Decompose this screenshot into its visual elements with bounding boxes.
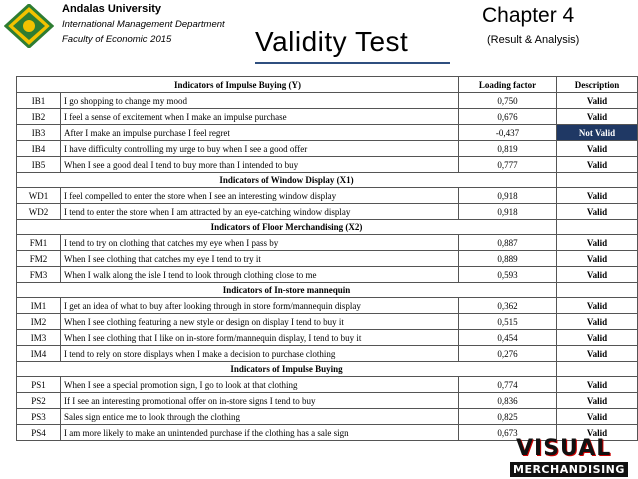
description-header: Description — [557, 77, 638, 93]
item-text: When I walk along the isle I tend to look through clothing close to me — [61, 267, 459, 283]
table-row — [17, 314, 638, 330]
validity-status: Valid — [557, 157, 638, 173]
visual-merchandising-logo — [506, 436, 638, 479]
validity-status: Valid — [557, 377, 638, 393]
university-logo-icon — [4, 4, 54, 48]
section-title: Indicators of Floor Merchandising (X2) — [17, 220, 557, 235]
item-code: IB1 — [17, 93, 61, 109]
validity-status: Valid — [557, 346, 638, 362]
validity-status: Valid — [557, 409, 638, 425]
item-text: I tend to rely on store displays when I make a decision to purchase clothing — [61, 346, 459, 362]
section-spacer — [557, 283, 638, 298]
section-title: Indicators of In-store mannequin — [17, 283, 557, 298]
validity-status: Not Valid — [557, 125, 638, 141]
item-code: IB2 — [17, 109, 61, 125]
loading-value: 0,774 — [459, 377, 557, 393]
faculty-name: Faculty of Economic 2015 — [62, 34, 172, 45]
item-text: I go shopping to change my mood — [61, 93, 459, 109]
section-spacer — [557, 362, 638, 377]
validity-status: Valid — [557, 109, 638, 125]
table-row — [17, 393, 638, 409]
table-row — [17, 377, 638, 393]
item-code: WD2 — [17, 204, 61, 220]
section-title: Indicators of Impulse Buying — [17, 362, 557, 377]
item-code: IM4 — [17, 346, 61, 362]
table-row — [17, 157, 638, 173]
validity-status: Valid — [557, 267, 638, 283]
brand-line2: MERCHANDISING — [510, 462, 628, 477]
validity-status: Valid — [557, 93, 638, 109]
table-row — [17, 267, 638, 283]
table-row — [17, 251, 638, 267]
validity-table — [16, 76, 638, 441]
item-text: I am more likely to make an unintended purchase if the clothing has a sale sign — [61, 425, 459, 441]
loading-value: 0,593 — [459, 267, 557, 283]
table-header-row — [17, 77, 638, 93]
loading-value: -0,437 — [459, 125, 557, 141]
item-text: If I see an interesting promotional offer on in-store signs I tend to buy — [61, 393, 459, 409]
table-row — [17, 141, 638, 157]
table-row — [17, 109, 638, 125]
item-text: When I see a special promotion sign, I go to look at that clothing — [61, 377, 459, 393]
item-text: I feel a sense of excitement when I make an impulse purchase — [61, 109, 459, 125]
item-code: IM1 — [17, 298, 61, 314]
institution-block — [62, 2, 225, 47]
item-code: IB3 — [17, 125, 61, 141]
section-header-row — [17, 220, 638, 235]
item-text: When I see clothing featuring a new style or design on display I tend to buy it — [61, 314, 459, 330]
table-row — [17, 204, 638, 220]
item-code: IB5 — [17, 157, 61, 173]
chapter-label: Chapter 4 — [482, 4, 575, 27]
section-title: Indicators of Window Display (X1) — [17, 173, 557, 188]
section-spacer — [557, 220, 638, 235]
loading-value: 0,825 — [459, 409, 557, 425]
item-code: PS4 — [17, 425, 61, 441]
validity-status: Valid — [557, 141, 638, 157]
item-code: IM3 — [17, 330, 61, 346]
section-header-row — [17, 283, 638, 298]
item-text: I get an idea of what to buy after looking through in store form/mannequin display — [61, 298, 459, 314]
table-row — [17, 125, 638, 141]
item-code: PS3 — [17, 409, 61, 425]
loading-value: 0,836 — [459, 393, 557, 409]
page-title: Validity Test — [255, 26, 409, 57]
item-text: I tend to enter the store when I am attracted by an eye-catching window display — [61, 204, 459, 220]
brand-line1: VISUAL — [516, 436, 612, 461]
section-header-row — [17, 362, 638, 377]
loading-value: 0,673 — [459, 425, 557, 441]
chapter-subtitle: (Result & Analysis) — [487, 34, 580, 46]
table-row — [17, 330, 638, 346]
item-code: FM3 — [17, 267, 61, 283]
title-underline — [255, 62, 450, 64]
loading-value: 0,918 — [459, 188, 557, 204]
item-text: I feel compelled to enter the store when I see an interesting window display — [61, 188, 459, 204]
validity-status: Valid — [557, 204, 638, 220]
institution-name: Andalas University — [62, 3, 162, 15]
item-text: I have difficulty controlling my urge to buy when I see a good offer — [61, 141, 459, 157]
item-code: IB4 — [17, 141, 61, 157]
item-text: When I see clothing that I like on in-store form/mannequin display, I tend to buy it — [61, 330, 459, 346]
item-text: I tend to try on clothing that catches my eye when I pass by — [61, 235, 459, 251]
loading-value: 0,454 — [459, 330, 557, 346]
item-code: PS2 — [17, 393, 61, 409]
item-code: IM2 — [17, 314, 61, 330]
table-row — [17, 235, 638, 251]
validity-status: Valid — [557, 314, 638, 330]
loading-value: 0,515 — [459, 314, 557, 330]
slide-header — [0, 0, 638, 72]
item-code: WD1 — [17, 188, 61, 204]
loading-header: Loading factor — [459, 77, 557, 93]
loading-value: 0,777 — [459, 157, 557, 173]
validity-status: Valid — [557, 251, 638, 267]
table-row — [17, 93, 638, 109]
validity-status: Valid — [557, 425, 638, 441]
table-body — [17, 93, 638, 441]
table-row — [17, 188, 638, 204]
department-name: International Management Department — [62, 19, 225, 30]
item-text: After I make an impulse purchase I feel regret — [61, 125, 459, 141]
loading-value: 0,362 — [459, 298, 557, 314]
indicator-header: Indicators of Impulse Buying (Y) — [17, 77, 459, 93]
validity-status: Valid — [557, 298, 638, 314]
section-spacer — [557, 173, 638, 188]
item-code: FM1 — [17, 235, 61, 251]
validity-status: Valid — [557, 330, 638, 346]
item-text: When I see clothing that catches my eye I tend to try it — [61, 251, 459, 267]
loading-value: 0,750 — [459, 93, 557, 109]
item-code: FM2 — [17, 251, 61, 267]
loading-value: 0,918 — [459, 204, 557, 220]
loading-value: 0,887 — [459, 235, 557, 251]
item-text: When I see a good deal I tend to buy more than I intended to buy — [61, 157, 459, 173]
validity-status: Valid — [557, 235, 638, 251]
loading-value: 0,819 — [459, 141, 557, 157]
section-header-row — [17, 173, 638, 188]
loading-value: 0,276 — [459, 346, 557, 362]
table-row — [17, 346, 638, 362]
table-row — [17, 409, 638, 425]
table-row — [17, 298, 638, 314]
validity-status: Valid — [557, 188, 638, 204]
item-text: Sales sign entice me to look through the clothing — [61, 409, 459, 425]
loading-value: 0,676 — [459, 109, 557, 125]
validity-status: Valid — [557, 393, 638, 409]
loading-value: 0,889 — [459, 251, 557, 267]
item-code: PS1 — [17, 377, 61, 393]
